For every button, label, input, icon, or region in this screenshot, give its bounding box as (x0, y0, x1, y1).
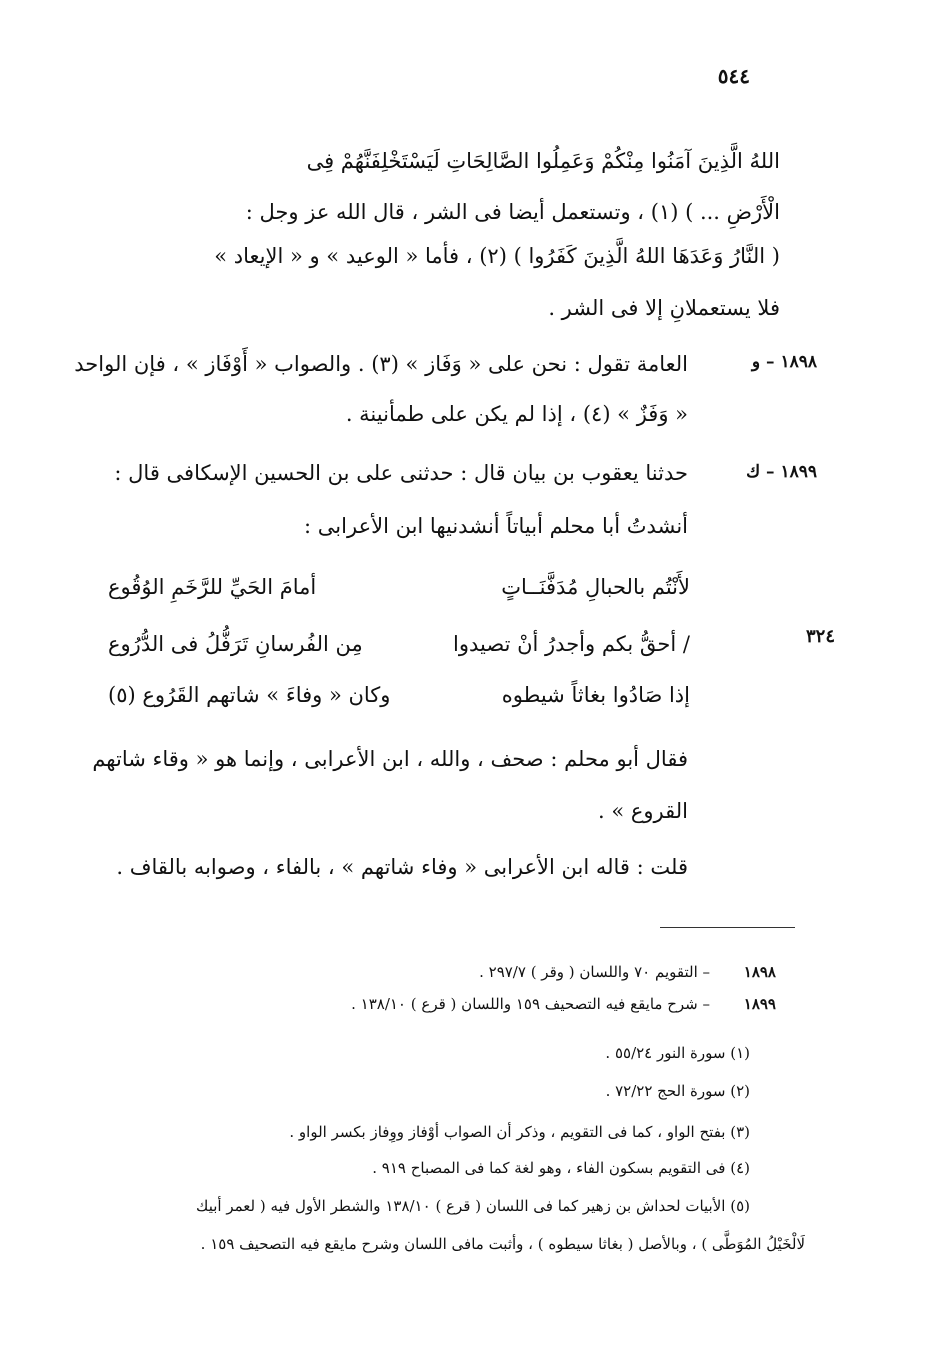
text-line: اللهُ الَّذِينَ آمَنُوا مِنْكُمْ وَعَمِلُوا الصَّالِحَاتِ لَيَسْتَخْلِفَنَّهُمْ فِى (306, 149, 780, 173)
page-number: ٥٤٤ (717, 64, 750, 88)
footnote: (١) سورة النور ٥٥/٢٤ . (605, 1044, 750, 1062)
text-line: قلت : قاله ابن الأعرابى « وفاء شاتهم » ، بالفاء ، وصوابه بالقاف . (116, 855, 688, 879)
footnote: (٥) الأبيات لحداش بن زهير كما فى اللسان ( قرع ) ١٣٨/١٠ والشطر الأول فيه ( لعمر أبيك (196, 1197, 750, 1215)
text-line: حدثنا يعقوب بن بيان قال : حدثنى على بن الحسين الإسكافى قال : (114, 461, 688, 485)
verse-first-hemistich: إذا صَادُوا بغاثاً شيطوه (501, 683, 690, 707)
footnote: (٤) فى التقويم بسكون الفاء ، وهو لغة كما فى المصباح ٩١٩ . (372, 1159, 750, 1177)
text-line: القروع » . (598, 799, 688, 823)
source-note-number: ١٨٩٩ (743, 995, 776, 1013)
text-line: فلا يستعملانِ إلا فى الشر . (548, 296, 780, 320)
text-line: « وَفَزٌ » (٤) ، إذا لم يكن على طمأنينة . (345, 402, 688, 426)
text-line: الْأَرْضِ ... ) (١) ، وتستعمل أيضا فى الشر ، قال الله عز وجل : (245, 200, 780, 224)
footnote: لَالْخَيْلُ المُوَطَّى ) ، وبالأصل ( بغاثا سيطوه ) ، وأثبت مافى اللسان وشرح مايقع فيه التصحيف ١٥٩ . (200, 1235, 805, 1253)
margin-number: ٣٢٤ (806, 626, 836, 647)
text-line: العامة تقول : نحن على « وَفَاز » (٣) . والصواب « أَوْفَاز » ، فإن الواحد (74, 352, 688, 376)
text-line: فقال أبو محلم : صحف ، والله ، ابن الأعرابى ، وإنما هو « وقاء شاتهم (92, 747, 688, 771)
verse-first-hemistich: لأَنْتُم بالحبالِ مُدَفَّنَــاتٍ (501, 575, 690, 599)
verse-first-hemistich: / أحقُّ بكم وأجدرُ أنْ تصيدوا (453, 632, 690, 656)
verse-second-hemistich: مِن الفُرسانِ تَرَفُّلُ فى الدُّرُوع (108, 632, 363, 656)
text-line: ( النَّارُ وَعَدَهَا اللهُ الَّذِينَ كَفَرُوا ) (٢) ، فأما « الوعيد » و « الإيعاد » (214, 244, 780, 268)
footnote-separator (660, 927, 795, 928)
footnote: (٣) بفتح الواو ، كما فى التقويم ، وذكر أن الصواب أوْفاز ووِفاز بكسر الواو . (289, 1123, 750, 1141)
entry-number-1899: ١٨٩٩ – ك (746, 462, 817, 482)
verse-second-hemistich: أمامَ الحَيِّ للرَّخَمِ الوُقُوع (108, 575, 317, 599)
verse-second-hemistich: وكان « وفاءَ » شاتهم القَرُوع (٥) (108, 683, 391, 707)
entry-number-1898: ١٨٩٨ – و (751, 352, 817, 372)
footnote: (٢) سورة الحج ٧٢/٢٢ . (605, 1082, 750, 1100)
source-note-number: ١٨٩٨ (743, 963, 776, 981)
source-note-text: – التقويم ٧٠ واللسان ( وقر ) ٢٩٧/٧ . (479, 963, 710, 981)
text-line: أنشدتُ أبا محلم أبياتاً أنشدنيها ابن الأعرابى : (304, 514, 688, 538)
source-note-text: – شرح مايقع فيه التصحيف ١٥٩ واللسان ( قرع ) ١٣٨/١٠ . (351, 995, 710, 1013)
